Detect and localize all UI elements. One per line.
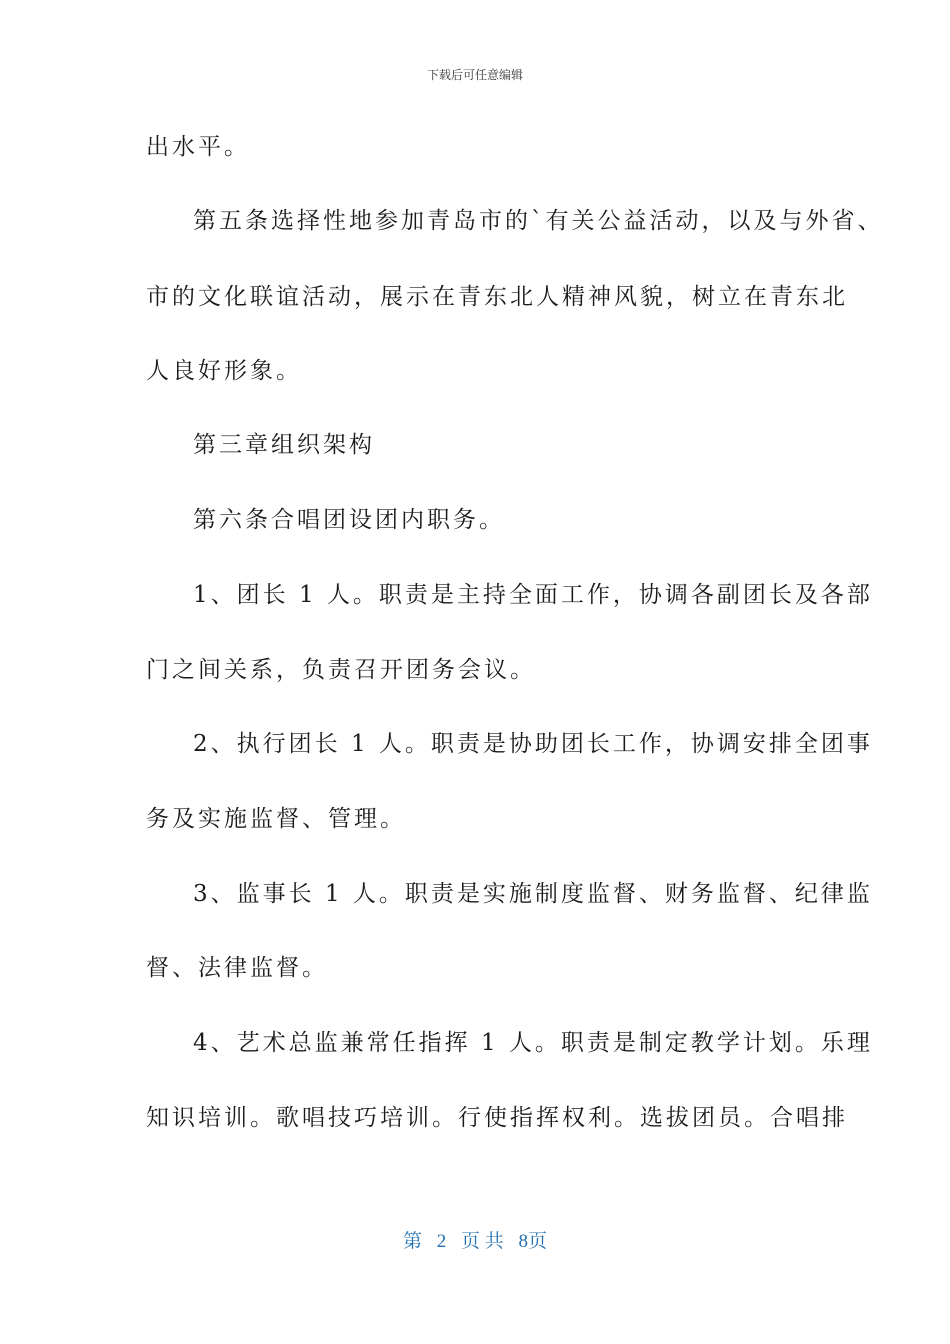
body-line: 出水平。 bbox=[146, 134, 250, 160]
body-line: 第六条合唱团设团内职务。 bbox=[193, 507, 505, 533]
body-line: 3、监事长 1 人。职责是实施制度监督、财务监督、纪律监 bbox=[193, 881, 873, 907]
body-line: 2、执行团长 1 人。职责是协助团长工作，协调安排全团事 bbox=[193, 731, 873, 757]
body-line: 务及实施监督、管理。 bbox=[146, 806, 406, 832]
footer-middle: 页 共 bbox=[460, 1231, 504, 1252]
chapter-heading: 第三章组织架构 bbox=[193, 432, 375, 458]
footer-total-pages: 8页 bbox=[518, 1231, 548, 1252]
body-line: 1、团长 1 人。职责是主持全面工作，协调各副团长及各部 bbox=[193, 582, 873, 608]
body-line: 第五条选择性地参加青岛市的`有关公益活动，以及与外省、 bbox=[193, 208, 884, 234]
footer-prefix: 第 bbox=[402, 1231, 422, 1252]
body-line: 人良好形象。 bbox=[146, 358, 302, 384]
body-line: 市的文化联谊活动，展示在青东北人精神风貌，树立在青东北 bbox=[146, 284, 848, 310]
body-line: 门之间关系，负责召开团务会议。 bbox=[146, 657, 536, 683]
page-header-note: 下载后可任意编辑 bbox=[426, 68, 523, 82]
page-number-footer bbox=[0, 1226, 950, 1253]
body-line: 知识培训。歌唱技巧培训。行使指挥权利。选拔团员。合唱排 bbox=[146, 1105, 848, 1131]
body-line: 4、艺术总监兼常任指挥 1 人。职责是制定教学计划。乐理 bbox=[193, 1030, 873, 1056]
footer-current-page: 2 bbox=[436, 1231, 447, 1252]
body-line: 督、法律监督。 bbox=[146, 955, 328, 981]
